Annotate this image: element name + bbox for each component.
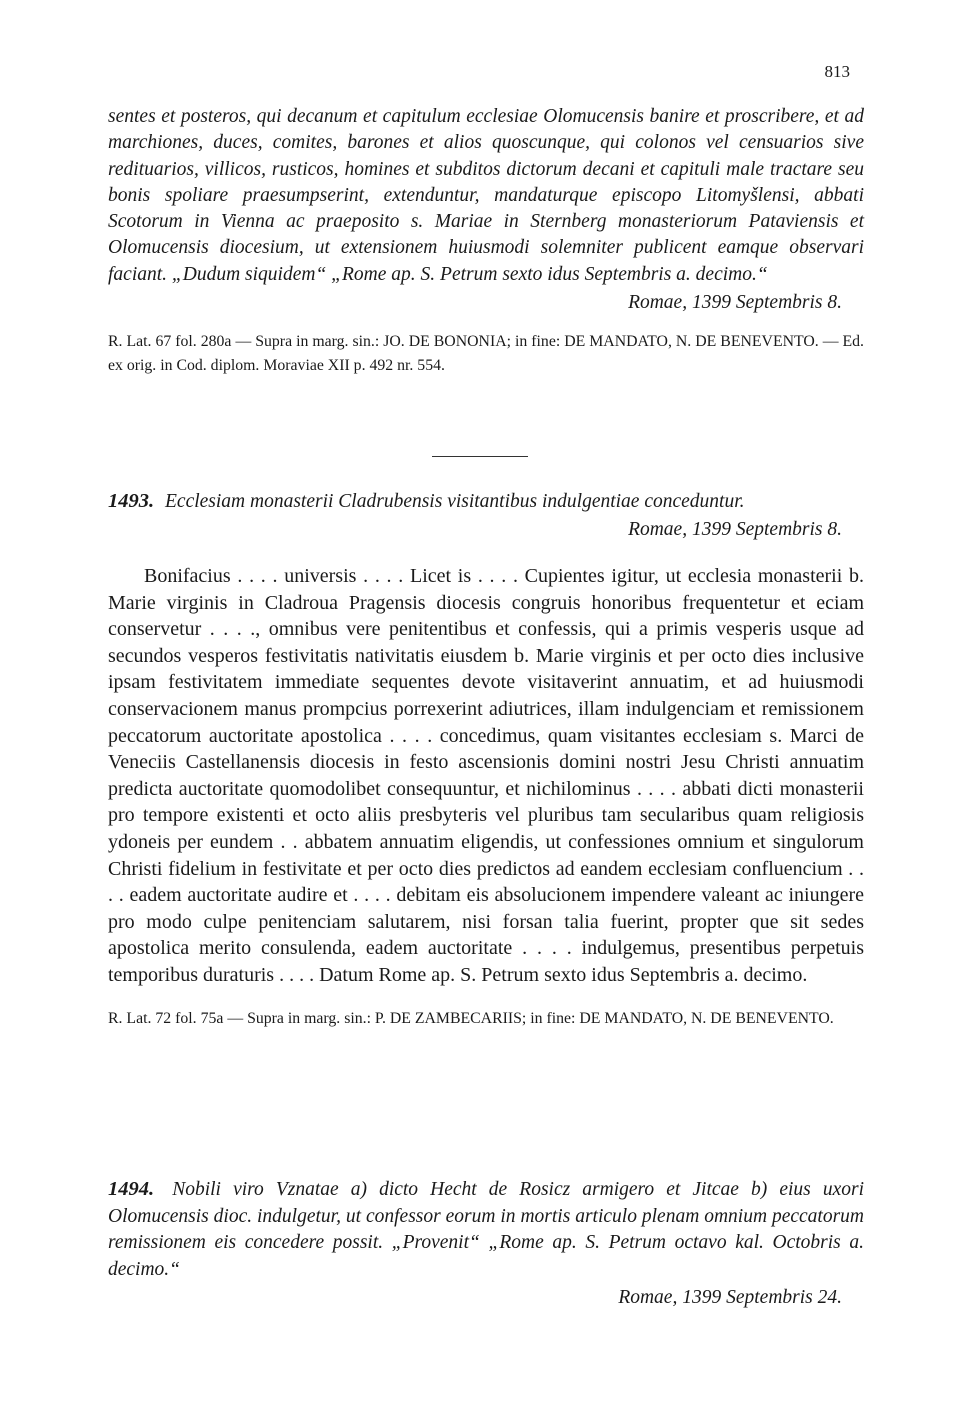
continued-summary: sentes et posteros, qui decanum et capitulum ecclesiae Olomucensis banire et proscribere, et ad marchiones, duces, comites, barones et alios quoscunque, qui colonos vel censuarios sive redituarios, villicos, rusticos, homines et subditos dictorum decani et capituli male tractare seu bonis spoliare praesumpserint, extenduntur, mandaturque episcopo Litomyšlensi, abbati Scotorum in Vienna ac praeposito s. Mariae in Sternberg monasteriorum Pataviensis et Olomucensis diocesium, ut extensionem huiusmodi solemniter publicent eamque observari faciant. „Dudum siquidem“ „Rome ap. S. Petrum sexto idus Septembris a. decimo.“ (108, 106, 864, 285)
entry-1494 (108, 1176, 864, 1311)
entry-1494-heading (108, 1176, 864, 1283)
continued-date: Romae, 1399 Septembris 8. (628, 292, 842, 314)
top-section (108, 104, 864, 378)
entry-1493-source-note: R. Lat. 72 fol. 75a — Supra in marg. sin.: P. DE ZAMBECARIIS; in fine: DE MANDATO, N. DE BENEVENTO. (108, 1009, 834, 1027)
entry-1493-text: Bonifacius . . . . universis . . . . Licet is . . . . Cupientes igitur, ut ecclesia monasterii b. Marie virginis in Cladroua Pragensis diocesis congruis honoribus frequentetur et eciam conservetur . . . ., omnibus vere penitentibus et confessis, qui a primis vesperis usque ad secundos vesperos festivitatis nativitatis eiusdem b. Marie virginis et per octo dies inclusive ipsam festivitatem immediate sequentes devote visitaverint annuatim, et ad huiusmodi conservacionem manus prompcius porrexerint adiutrices, illam indulgenciam et remissionem peccatorum auctoritate apostolica . . . . concedimus, quam visitantes ecclesiam s. Marci de Veneciis Castellanensis diocesis in festo ascensionis domini nostri Jesu Christi annuatim predicta auctoritate quomodolibet consequuntur, et nichilominus . . . . abbati dicti monasterii pro tempore existenti et octo aliis presbyteris vel pluribus tam secularibus quam religiosis ydoneis per eundem . . abbatem annuatim eligendis, ut confessiones omnium et singulorum Christi fidelium in festivitate et per octo dies predictos ad eandem ecclesiam confluencium . . . . eadem auctoritate audire et . . . . debitam eis absolucionem impendere valeant ac iniungere pro modo culpe penitenciam salutarem, nisi forsan talia fuerint, propter que sit sedes apostolica merito consulenda, eadem auctoritate . . . . indulgemus, presentibus perpetuis temporibus duraturis . . . . Datum Rome ap. S. Petrum sexto idus Septembris a. decimo. (108, 565, 864, 986)
page-number: 813 (824, 62, 850, 81)
continued-source-note: R. Lat. 67 fol. 280a — Supra in marg. sin.: JO. DE BONONIA; in fine: DE MANDATO, N. DE BENEVENTO. — Ed. ex orig. in Cod. diplom. Moraviae XII p. 492 nr. 554. (108, 333, 864, 375)
entry-1494-summary: Nobili viro Vznatae a) dicto Hecht de Rosicz armigero et Jitcae b) eius uxori Olomucensis dioc. indulgetur, ut confessor eorum in mortis articulo plenam omnium peccatorum remissionem eis concedere possit. „Provenit“ „Rome ap. S. Petrum octavo kal. Octobris a. decimo.“ (108, 1179, 865, 1280)
entry-1493 (108, 488, 864, 1031)
section-divider (432, 456, 528, 457)
entry-1494-number: 1494. (108, 1178, 155, 1200)
entry-1493-heading (108, 488, 864, 515)
entry-1493-date: Romae, 1399 Septembris 8. (628, 519, 842, 540)
entry-1493-summary: Ecclesiam monasterii Cladrubensis visitantibus indulgentiae conceduntur. (165, 491, 745, 512)
entry-1493-number: 1493. (108, 490, 155, 512)
entry-1494-date: Romae, 1399 Septembris 24. (618, 1287, 842, 1308)
